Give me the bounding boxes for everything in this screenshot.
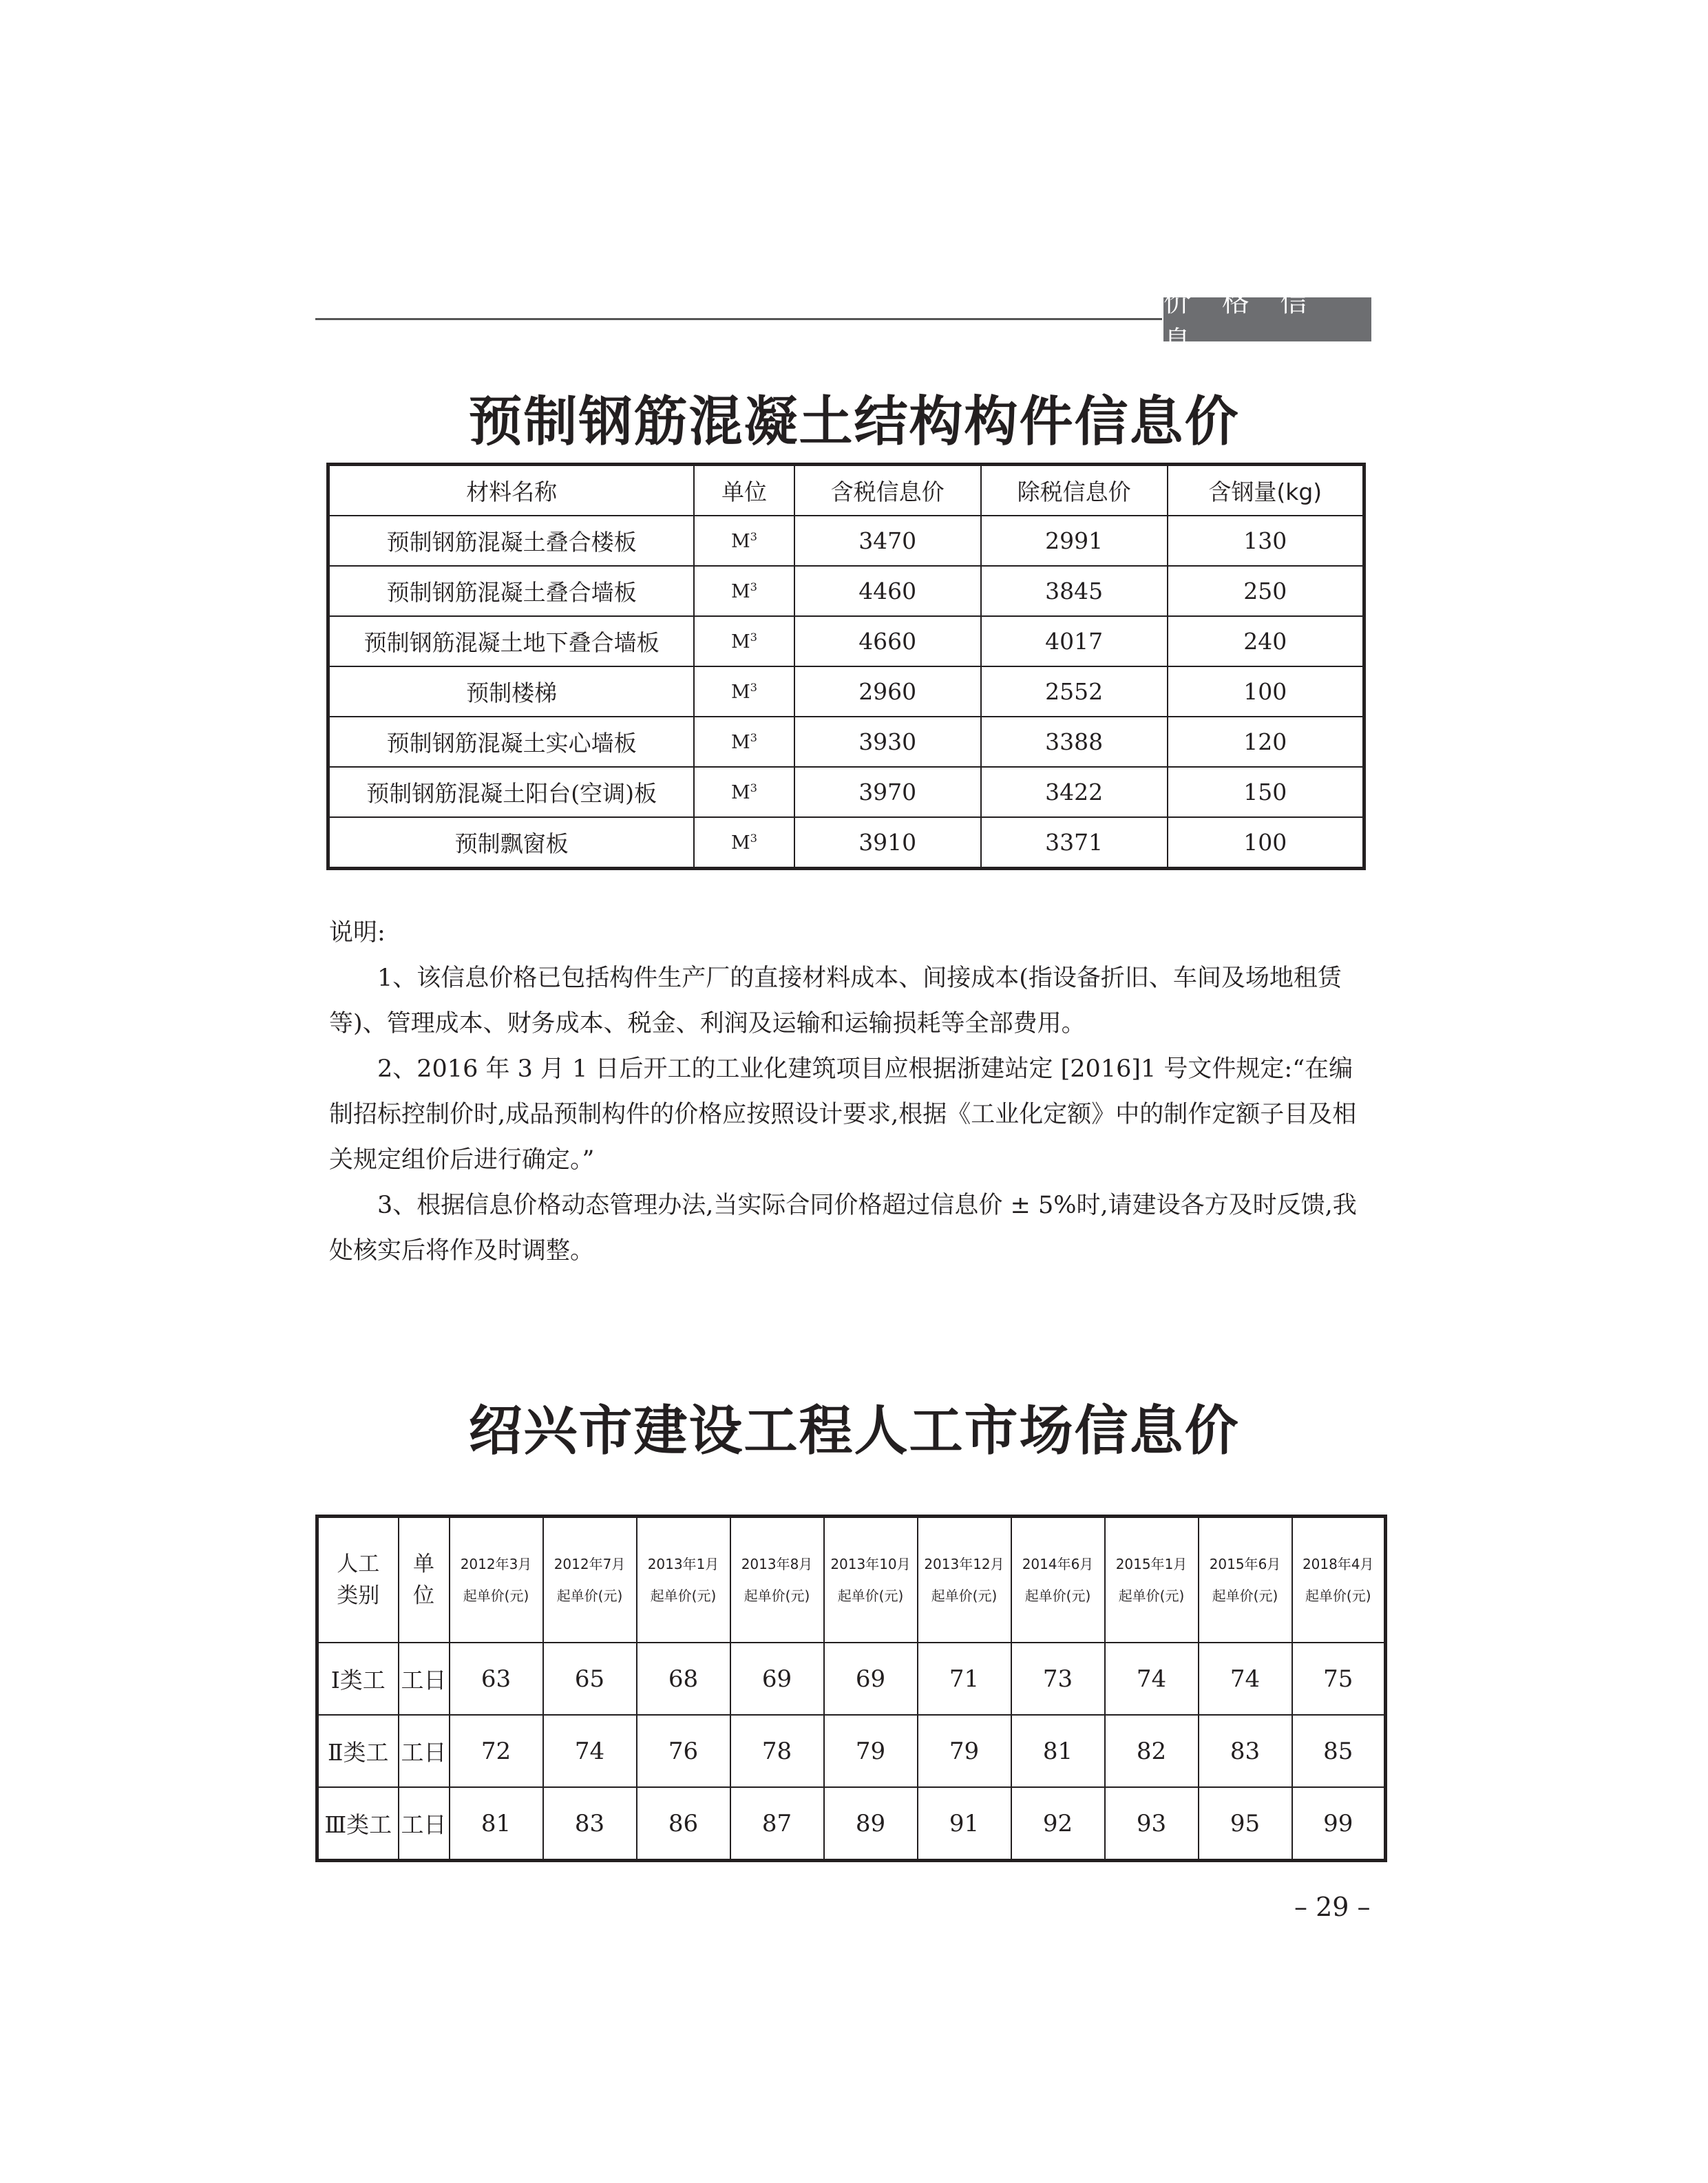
header-date-column <box>637 1517 730 1643</box>
title-labor-prices: 绍兴市建设工程人工市场信息价 <box>468 1400 1240 1462</box>
labor-price-cell: 69 <box>730 1643 824 1715</box>
labor-price-cell: 68 <box>637 1643 730 1715</box>
labor-price-cell: 92 <box>1011 1787 1105 1861</box>
price-tax-incl-cell: 2960 <box>794 666 981 717</box>
labor-price-cell: 85 <box>1292 1715 1386 1787</box>
labor-price-cell: 81 <box>450 1787 543 1861</box>
price-tax-excl-cell: 2991 <box>981 516 1168 566</box>
header-date-column <box>824 1517 918 1643</box>
labor-price-cell: 76 <box>637 1715 730 1787</box>
steel-content-cell: 250 <box>1168 566 1364 616</box>
table-row <box>328 516 1364 566</box>
header-price-label: 起单价(元) <box>650 1588 717 1604</box>
table-header-row <box>328 465 1364 516</box>
steel-content-cell: 130 <box>1168 516 1364 566</box>
header-date: 2013年1月 <box>647 1556 719 1572</box>
labor-price-cell: 65 <box>543 1643 637 1715</box>
notes <box>329 910 1369 1274</box>
unit-cell <box>694 717 794 767</box>
labor-price-cell: 63 <box>450 1643 543 1715</box>
labor-price-cell: 71 <box>918 1643 1011 1715</box>
labor-category-cell: Ⅰ类工 <box>317 1643 399 1715</box>
labor-price-cell: 91 <box>918 1787 1011 1861</box>
precast-table-body <box>328 516 1364 869</box>
header-date: 2012年3月 <box>460 1556 532 1572</box>
unit-exponent: 3 <box>750 831 757 845</box>
price-tax-incl-cell: 3910 <box>794 817 981 869</box>
unit-base: M <box>731 530 750 552</box>
unit-exponent: 3 <box>750 680 757 694</box>
labor-price-cell: 93 <box>1105 1787 1199 1861</box>
unit-cell <box>694 566 794 616</box>
unit-cell <box>694 616 794 666</box>
header-labor-category-text: 人工类别 <box>337 1552 380 1608</box>
header-price-label: 起单价(元) <box>556 1588 623 1604</box>
header-date: 2013年10月 <box>830 1556 911 1572</box>
note-item: 2、2016 年 3 月 1 日后开工的工业化建筑项目应根据浙建站定 [2016]1 号文件规定:“在编制招标控制价时,成品预制构件的价格应按照设计要求,根据《工业化定额》中的制作定额子目及相关规定组价后进行确定。” <box>329 1055 1357 1174</box>
labor-price-cell: 74 <box>1105 1643 1199 1715</box>
header-date-column <box>1105 1517 1199 1643</box>
price-tax-incl-cell: 4660 <box>794 616 981 666</box>
labor-price-cell: 82 <box>1105 1715 1199 1787</box>
header-date-column <box>730 1517 824 1643</box>
header-date: 2015年1月 <box>1115 1556 1188 1572</box>
note-item: 1、该信息价格已包括构件生产厂的直接材料成本、间接成本(指设备折旧、车间及场地租赁等)、管理成本、财务成本、税金、利润及运输和运输损耗等全部费用。 <box>329 964 1342 1037</box>
labor-price-cell: 87 <box>730 1787 824 1861</box>
labor-category-cell: Ⅱ类工 <box>317 1715 399 1787</box>
header-date: 2012年7月 <box>553 1556 626 1572</box>
labor-price-cell: 74 <box>1199 1643 1292 1715</box>
labor-table-body <box>317 1643 1386 1861</box>
labor-header-row <box>317 1517 1386 1643</box>
unit-base: M <box>731 832 750 854</box>
header-price-tax-excl: 除税信息价 <box>981 465 1168 516</box>
steel-content-cell: 120 <box>1168 717 1364 767</box>
unit-base: M <box>731 580 750 602</box>
header-date-column <box>1011 1517 1105 1643</box>
price-tax-excl-cell: 3422 <box>981 767 1168 817</box>
header-material-name: 材料名称 <box>328 465 695 516</box>
title-precast-components: 预制钢筋混凝土结构构件信息价 <box>468 390 1240 453</box>
table-row <box>328 817 1364 869</box>
table-row <box>317 1643 1386 1715</box>
unit-base: M <box>731 781 750 803</box>
header-date: 2013年12月 <box>924 1556 1004 1572</box>
table-row <box>328 717 1364 767</box>
header-date: 2014年6月 <box>1022 1556 1094 1572</box>
header-date: 2013年8月 <box>741 1556 813 1572</box>
unit-exponent: 3 <box>750 630 757 644</box>
price-tax-excl-cell: 3845 <box>981 566 1168 616</box>
material-name-cell: 预制钢筋混凝土地下叠合墙板 <box>328 616 695 666</box>
labor-price-cell: 99 <box>1292 1787 1386 1861</box>
unit-exponent: 3 <box>750 781 757 794</box>
steel-content-cell: 240 <box>1168 616 1364 666</box>
labor-unit-cell: 工日 <box>399 1715 450 1787</box>
price-tax-excl-cell: 4017 <box>981 616 1168 666</box>
header-price-tax-incl: 含税信息价 <box>794 465 981 516</box>
price-tax-excl-cell: 2552 <box>981 666 1168 717</box>
header-date-column <box>543 1517 637 1643</box>
material-name-cell: 预制楼梯 <box>328 666 695 717</box>
labor-price-cell: 79 <box>824 1715 918 1787</box>
material-name-cell: 预制钢筋混凝土实心墙板 <box>328 717 695 767</box>
labor-price-cell: 81 <box>1011 1715 1105 1787</box>
precast-price-table <box>326 463 1366 870</box>
header-unit: 单位 <box>694 465 794 516</box>
header-price-label: 起单价(元) <box>1212 1588 1278 1604</box>
header-price-label: 起单价(元) <box>931 1588 998 1604</box>
labor-price-cell: 69 <box>824 1643 918 1715</box>
labor-price-cell: 95 <box>1199 1787 1292 1861</box>
price-tax-incl-cell: 4460 <box>794 566 981 616</box>
header-price-label: 起单价(元) <box>1024 1588 1091 1604</box>
header-price-label: 起单价(元) <box>1305 1588 1371 1604</box>
header-price-label: 起单价(元) <box>744 1588 810 1604</box>
labor-price-cell: 73 <box>1011 1643 1105 1715</box>
table-row <box>328 566 1364 616</box>
labor-category-cell: Ⅲ类工 <box>317 1787 399 1861</box>
table-row <box>317 1787 1386 1861</box>
labor-price-table <box>315 1515 1387 1862</box>
header-steel-content: 含钢量(kg) <box>1168 465 1364 516</box>
header-date: 2015年6月 <box>1209 1556 1281 1572</box>
labor-price-cell: 79 <box>918 1715 1011 1787</box>
unit-exponent: 3 <box>750 580 757 593</box>
table-row <box>328 616 1364 666</box>
header-labor-unit-text: 单位 <box>413 1552 434 1608</box>
unit-base: M <box>731 731 750 753</box>
header-labor-unit <box>399 1517 450 1643</box>
labor-unit-cell: 工日 <box>399 1787 450 1861</box>
header-date-column <box>1199 1517 1292 1643</box>
header-price-label: 起单价(元) <box>463 1588 529 1604</box>
table-row <box>328 666 1364 717</box>
header-date-column <box>1292 1517 1386 1643</box>
labor-price-cell: 83 <box>543 1787 637 1861</box>
labor-price-cell: 74 <box>543 1715 637 1787</box>
unit-cell <box>694 666 794 717</box>
header-price-label: 起单价(元) <box>1118 1588 1185 1604</box>
material-name-cell: 预制飘窗板 <box>328 817 695 869</box>
unit-exponent: 3 <box>750 730 757 744</box>
header-date-column <box>450 1517 543 1643</box>
labor-price-cell: 78 <box>730 1715 824 1787</box>
unit-base: M <box>731 681 750 703</box>
header-date-column <box>918 1517 1011 1643</box>
note-item: 3、根据信息价格动态管理办法,当实际合同价格超过信息价 ± 5%时,请建设各方及时反馈,我处核实后将作及时调整。 <box>329 1192 1357 1265</box>
material-name-cell: 预制钢筋混凝土叠合墙板 <box>328 566 695 616</box>
steel-content-cell: 150 <box>1168 767 1364 817</box>
price-tax-incl-cell: 3930 <box>794 717 981 767</box>
header-labor-category <box>317 1517 399 1643</box>
material-name-cell: 预制钢筋混凝土阳台(空调)板 <box>328 767 695 817</box>
price-tax-incl-cell: 3970 <box>794 767 981 817</box>
table-row <box>317 1715 1386 1787</box>
labor-unit-cell: 工日 <box>399 1643 450 1715</box>
unit-cell <box>694 767 794 817</box>
steel-content-cell: 100 <box>1168 666 1364 717</box>
unit-base: M <box>731 631 750 653</box>
header-price-label: 起单价(元) <box>837 1588 904 1604</box>
page-number: – 29 – <box>1294 1892 1371 1922</box>
price-tax-excl-cell: 3371 <box>981 817 1168 869</box>
material-name-cell: 预制钢筋混凝土叠合楼板 <box>328 516 695 566</box>
unit-exponent: 3 <box>750 529 757 543</box>
labor-price-cell: 89 <box>824 1787 918 1861</box>
table-row <box>328 767 1364 817</box>
unit-cell <box>694 516 794 566</box>
labor-price-cell: 86 <box>637 1787 730 1861</box>
labor-price-cell: 72 <box>450 1715 543 1787</box>
labor-price-cell: 83 <box>1199 1715 1292 1787</box>
section-tag: 价 格 信 息 <box>1163 297 1371 341</box>
unit-cell <box>694 817 794 869</box>
steel-content-cell: 100 <box>1168 817 1364 869</box>
header-rule <box>315 318 1162 320</box>
price-tax-excl-cell: 3388 <box>981 717 1168 767</box>
header-date: 2018年4月 <box>1302 1556 1374 1572</box>
price-tax-incl-cell: 3470 <box>794 516 981 566</box>
labor-price-cell: 75 <box>1292 1643 1386 1715</box>
notes-heading: 说明: <box>329 919 386 947</box>
